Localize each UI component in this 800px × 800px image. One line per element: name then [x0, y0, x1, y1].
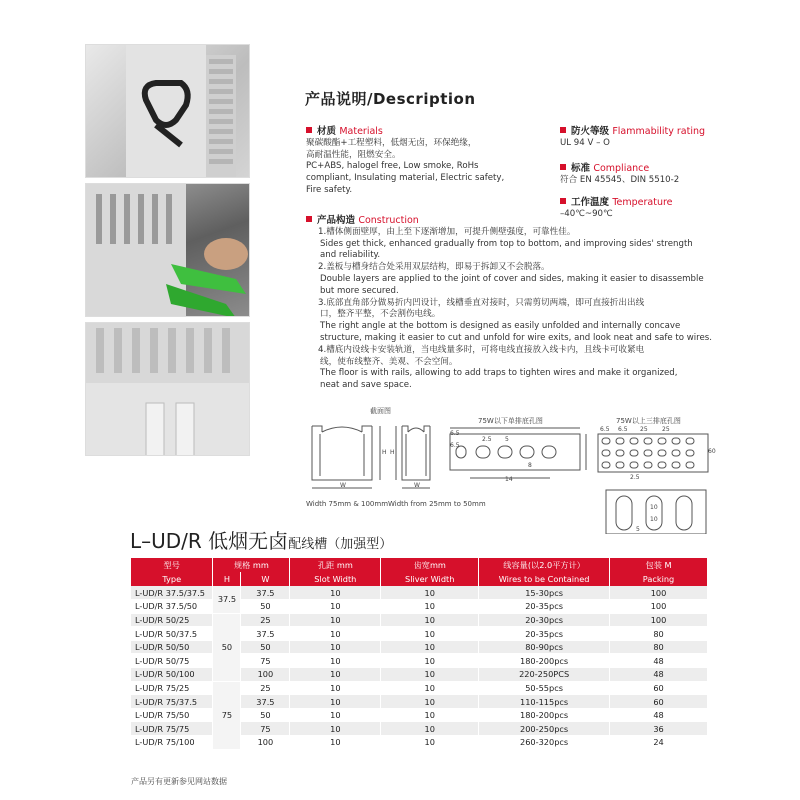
flammability-label-cn: 防火等级 [571, 126, 610, 137]
construction-line: 2.盖板与槽身结合处采用双层结构，即易于拆卸又不会脱落。 [318, 262, 550, 273]
construction-line: 4.槽底内设线卡安装轨道，当电线量多时，可将电线直接放入线卡内，且线卡可收紧电 [318, 344, 645, 355]
cell-slot: 10 [290, 654, 381, 668]
cell-type: L-UD/R 50/100 [131, 668, 213, 682]
construction-line: 线，使布线整齐、美观、不会空间。 [320, 356, 458, 367]
cell-w: 37.5 [241, 627, 290, 641]
dim-label: 8 [528, 462, 532, 469]
construction-line: and reliability. [320, 250, 381, 261]
dim-label: 25 [662, 426, 670, 433]
cell-type: L-UD/R 75/25 [131, 681, 213, 695]
temperature-label-cn: 工作温度 [571, 197, 610, 208]
cell-w: 50 [241, 600, 290, 614]
cell-wires: 180-200pcs [479, 654, 610, 668]
construction-line: The right angle at the bottom is designed as easily unfolded and internally concave [320, 321, 681, 332]
col-slot-en: Slot Width [290, 572, 381, 586]
col-sliver [381, 558, 479, 572]
table-header-row [131, 572, 708, 586]
cell-wires: 260-320pcs [479, 736, 610, 750]
cell-type: L-UD/R 50/50 [131, 640, 213, 654]
section-view-label: 截面图 [370, 407, 391, 415]
materials-line: Fire safety. [306, 184, 353, 195]
construction-line: 口，整齐平整，不会割伤电线。 [320, 309, 441, 320]
cell-sliver: 10 [381, 654, 479, 668]
cell-w: 50 [241, 640, 290, 654]
materials-line: 高耐温性能，阻燃安全。 [306, 149, 401, 160]
col-pack [610, 558, 708, 572]
cell-type: L-UD/R 50/25 [131, 613, 213, 627]
technical-drawings [300, 404, 720, 534]
dim-label: W [414, 482, 420, 489]
temperature-label-en: Temperature [612, 197, 673, 208]
temperature-heading [560, 197, 760, 209]
cell-slot: 10 [290, 736, 381, 750]
bullet-icon [560, 164, 566, 170]
cell-sliver: 10 [381, 695, 479, 709]
col-spec [213, 558, 290, 572]
cell-sliver: 10 [381, 627, 479, 641]
col-slot-cn: 孔距 mm [317, 560, 353, 570]
dim-label: 5 [636, 526, 640, 533]
cell-w: 75 [241, 722, 290, 736]
compliance-label-en: Compliance [593, 163, 650, 174]
spec-table [131, 558, 708, 750]
footnote: 产品另有更新参见网站数据 [131, 777, 227, 786]
cell-pack: 48 [610, 708, 708, 722]
cell-pack: 80 [610, 627, 708, 641]
compliance-heading [560, 163, 760, 175]
table-row [131, 681, 708, 695]
dim-label: 2.5 [482, 436, 492, 443]
cell-wires: 15-30pcs [479, 586, 610, 600]
product-title [130, 525, 392, 554]
dim-label: H [390, 449, 395, 456]
cell-pack: 48 [610, 668, 708, 682]
col-type [131, 558, 213, 572]
compliance-label-cn: 标准 [571, 163, 591, 174]
flammability-value: UL 94 V – O [560, 137, 610, 148]
cell-slot: 10 [290, 613, 381, 627]
cell-wires: 110-115pcs [479, 695, 610, 709]
construction-block [306, 215, 726, 392]
cell-wires: 50-55pcs [479, 681, 610, 695]
cell-w: 37.5 [241, 695, 290, 709]
construction-line: The floor is with rails, allowing to add traps to tighten wires and make it organized, [320, 368, 678, 379]
cell-sliver: 10 [381, 613, 479, 627]
cell-pack: 36 [610, 722, 708, 736]
construction-heading [306, 215, 726, 227]
materials-line: PC+ABS, halogel free, Low smoke, RoHs [306, 161, 479, 172]
temperature-value: –40℃~90℃ [560, 208, 613, 219]
dim-label: H [382, 449, 387, 456]
cell-sliver: 10 [381, 681, 479, 695]
construction-line: 3.底部直角部分做易折内凹设计，线槽垂直对接时，只需剪切两端，即可直接折出出线 [318, 297, 645, 308]
bullet-icon [560, 198, 566, 204]
materials-label-cn: 材质 [317, 126, 337, 137]
construction-line: but more secured. [320, 285, 399, 296]
bullet-icon [560, 127, 566, 133]
cell-h-group: 37.5 [213, 586, 241, 613]
materials-line: compliant, Insulating material, Electric safety, [306, 173, 505, 184]
col-pack-en: Packing [610, 572, 708, 586]
cell-w: 25 [241, 681, 290, 695]
dim-label: W [340, 482, 346, 489]
materials-block [306, 126, 531, 197]
cell-type: L-UD/R 37.5/37.5 [131, 586, 213, 600]
cell-h-group: 50 [213, 613, 241, 681]
product-photo-cutting [85, 183, 250, 317]
cell-wires: 220-250PCS [479, 668, 610, 682]
cell-sliver: 10 [381, 640, 479, 654]
construction-line: Sides get thick, enhanced gradually from top to bottom, and improving sides' strength [320, 238, 693, 249]
dim-label: 10 [650, 504, 658, 511]
cell-type: L-UD/R 75/37.5 [131, 695, 213, 709]
cell-w: 100 [241, 668, 290, 682]
dim-label: 6.5 [618, 426, 628, 433]
compliance-block [560, 163, 760, 187]
dim-label: 6.5 [450, 442, 460, 449]
cell-type: L-UD/R 75/50 [131, 708, 213, 722]
cell-wires: 180-200pcs [479, 708, 610, 722]
width-note-1: Width 75mm & 100mm [306, 500, 389, 508]
flammability-heading [560, 126, 760, 138]
construction-line: 1.槽体侧面壁厚，由上至下逐渐增加，可提升侧壁强度，可靠性佳。 [318, 226, 576, 237]
col-slot [290, 558, 381, 572]
cell-slot: 10 [290, 668, 381, 682]
cell-slot: 10 [290, 695, 381, 709]
bullet-icon [306, 216, 312, 222]
materials-line: 聚碳酸酯+工程塑料，低烟无卤，环保绝缘， [306, 137, 477, 148]
cell-pack: 80 [610, 640, 708, 654]
description-title: 产品说明/Description [305, 90, 476, 108]
dim-label: 10 [650, 516, 658, 523]
cell-pack: 100 [610, 613, 708, 627]
construction-line: neat and save space. [320, 380, 412, 391]
col-type-en: Type [131, 572, 213, 586]
col-spec-cn: 规格 mm [233, 560, 269, 570]
cell-slot: 10 [290, 708, 381, 722]
cell-wires: 80-90pcs [479, 640, 610, 654]
cell-pack: 100 [610, 586, 708, 600]
cell-wires: 20-30pcs [479, 613, 610, 627]
hole-single-label: 75W以下单排底孔图 [478, 417, 543, 425]
materials-label-en: Materials [339, 126, 383, 137]
cell-pack: 60 [610, 695, 708, 709]
hole-triple-label: 75W以上三排底孔图 [616, 417, 681, 425]
dim-label: 14 [505, 476, 513, 483]
col-type-cn: 型号 [163, 560, 180, 570]
construction-line: Double layers are applied to the joint of cover and sides, making it easier to disassemble [320, 273, 704, 284]
cell-sliver: 10 [381, 586, 479, 600]
cell-sliver: 10 [381, 708, 479, 722]
col-h: H [213, 572, 241, 586]
dim-label: 60 [708, 448, 716, 455]
cell-slot: 10 [290, 722, 381, 736]
table-row [131, 586, 708, 600]
cell-pack: 100 [610, 600, 708, 614]
compliance-value: 符合 EN 45545、DIN 5510-2 [560, 174, 680, 185]
cell-slot: 10 [290, 627, 381, 641]
flammability-block [560, 126, 760, 150]
cell-wires: 20-35pcs [479, 600, 610, 614]
materials-heading [306, 126, 531, 138]
cell-w: 37.5 [241, 586, 290, 600]
table-row [131, 613, 708, 627]
dim-label: 25 [640, 426, 648, 433]
width-note-2: Width from 25mm to 50mm [388, 500, 486, 508]
construction-line: structure, making it easier to cut and unfold for wire exits, and look neat and safe to wires. [320, 332, 713, 343]
cell-type: L-UD/R 37.5/50 [131, 600, 213, 614]
cell-slot: 10 [290, 681, 381, 695]
col-sliver-en: Sliver Width [381, 572, 479, 586]
construction-label-en: Construction [358, 215, 419, 226]
cell-type: L-UD/R 50/37.5 [131, 627, 213, 641]
dim-label: 6.5 [600, 426, 610, 433]
cell-sliver: 10 [381, 722, 479, 736]
flammability-label-en: Flammability rating [612, 126, 706, 137]
col-sliver-cn: 齿宽mm [413, 560, 446, 570]
dim-label: 6.5 [450, 430, 460, 437]
col-wires-cn: 线容量(以2.0平方计） [503, 560, 585, 570]
cell-w: 25 [241, 613, 290, 627]
cell-w: 50 [241, 708, 290, 722]
cell-h-group: 75 [213, 681, 241, 749]
dim-label: 5 [505, 436, 509, 443]
cell-slot: 10 [290, 640, 381, 654]
cell-wires: 200-250pcs [479, 722, 610, 736]
col-w: W [241, 572, 290, 586]
cell-wires: 20-35pcs [479, 627, 610, 641]
cell-sliver: 10 [381, 736, 479, 750]
cell-sliver: 10 [381, 668, 479, 682]
cell-type: L-UD/R 75/100 [131, 736, 213, 750]
cell-sliver: 10 [381, 600, 479, 614]
cell-w: 100 [241, 736, 290, 750]
cell-type: L-UD/R 75/75 [131, 722, 213, 736]
dim-label: 2.5 [630, 474, 640, 481]
col-wires-en: Wires to be Contained [479, 572, 610, 586]
cell-slot: 10 [290, 586, 381, 600]
product-photo-base [85, 322, 250, 456]
construction-label-cn: 产品构造 [317, 215, 356, 226]
product-title-sub: 配线槽（加强型） [288, 537, 393, 552]
col-wires [479, 558, 610, 572]
cell-type: L-UD/R 50/75 [131, 654, 213, 668]
cell-pack: 60 [610, 681, 708, 695]
product-photo-duct-top [85, 44, 250, 178]
table-header-row [131, 558, 708, 572]
bullet-icon [306, 127, 312, 133]
cell-pack: 48 [610, 654, 708, 668]
product-title-main: L–UD/R 低烟无卤 [130, 529, 289, 553]
cell-slot: 10 [290, 600, 381, 614]
cell-w: 75 [241, 654, 290, 668]
col-pack-cn: 包装 M [645, 560, 672, 570]
cell-pack: 24 [610, 736, 708, 750]
